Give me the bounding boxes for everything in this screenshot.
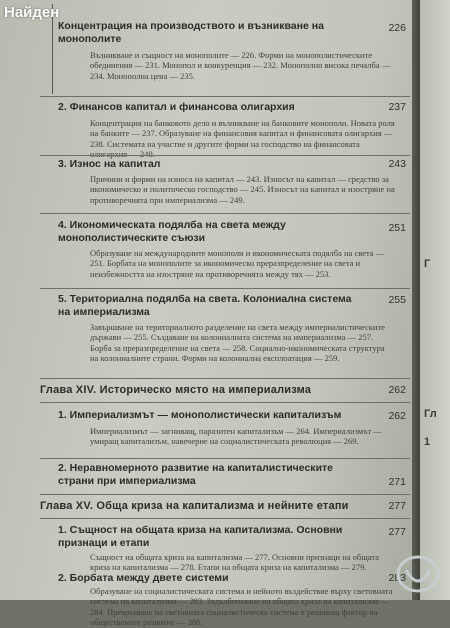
chapter-15-title: Глава XV. Обща криза на капитализма и нейните етапи [40,500,349,512]
toc-page-15-2: 283 [388,572,406,584]
toc-heading-15-2: 2. Борбата между двете системи [58,572,229,584]
toc-page-5: 255 [388,294,406,306]
toc-heading-4: 4. Икономическата подялба на света между монополистическите съюзи [58,219,286,244]
toc-sub-4: Образуване на международните монополи и икономическата подялба на света — 251. Борбата на монополите за икономическо преразпределение на света и неизбежността на изостряне на противоречията между тях — 253. [90,248,385,279]
toc-sub-14-1: Империализмът — загниващ, паразитен капитализъм — 264. Империализмът — умиращ капитализъм, навечерие на социалистическата революция — 269. [90,426,382,447]
toc-sub-1: Възникване и същност на монополите — 226. Форми на монополистическите обединения — 231. Монопол и конкуренция — 232. Монополно висока печалба — 234. Монополна цена — 235. [90,50,391,81]
divider [40,458,410,459]
toc-heading-2: 2. Финансов капитал и финансова олигархия [58,101,295,113]
chapter-14-page: 262 [388,384,406,396]
toc-heading-3: 3. Износ на капитал [58,158,161,170]
toc-page-2: 237 [388,101,406,113]
toc-sub-15-1: Същност на общата криза на капитализма — 277. Основни признаци на общата криза на капитализма — 278. Етапи на общата криза на капитализма — 279. [90,552,379,573]
book-spine [412,0,420,600]
divider [40,378,410,379]
toc-page-15-1: 277 [388,526,406,538]
divider [40,494,410,495]
adjacent-page [420,0,450,600]
toc-heading-1: Концентрация на производството и възникване на монополите [58,20,324,45]
toc-heading-14-1: 1. Империализмът — монополистически капитализъм [58,409,342,421]
toc-page-1: 226 [388,22,406,34]
toc-sub-15-2: Образуване на социалистическата система и нейното въздействие върху световната система на капитализма — 283. Задълбочаване на общата криза на капитализма — 284. Превръщане на световната социалистическа система в решаващ фактор на общественото развитие — 286. [90,586,393,628]
divider [40,155,410,156]
site-logo-icon [392,548,444,596]
toc-heading-5: 5. Териториална подялба на света. Колониална система на империализма [58,293,352,318]
divider [40,213,410,214]
toc-sub-2: Концентрация на банковото дело и възникване на банковите монополи. Новата роля на банките — 237. Образуване на финансовия капитал и финансовата олигархия — 238. Системата на участие и другите форми на господство на финансовата олигархия — 240. [90,118,395,160]
chapter-14-title: Глава XIV. Историческо място на империализма [40,384,312,396]
divider [40,288,410,289]
site-watermark: Найден [4,4,60,21]
divider [40,402,410,403]
chapter-15-page: 277 [388,500,406,512]
toc-page-4: 251 [388,222,406,234]
toc-sub-5: Завършване на териториалното разделение на света между империалистическите държави — 255. Създаване на колониалната система на империализма — 257. Борба за преразпределение на света — 258. Социално-икономическата структура на колониалните страни. Форми на колониална експлоатация — 259. [90,322,385,364]
adjacent-fragment: 1 [424,436,431,448]
toc-page-3: 243 [388,158,406,170]
toc-heading-14-2: 2. Неравномерното развитие на капиталистическите страни при империализма [58,462,333,487]
toc-page-14-1: 262 [388,410,406,422]
adjacent-fragment: Гл [424,408,437,420]
divider [40,96,410,97]
divider [40,518,410,519]
toc-heading-15-1: 1. Същност на общата криза на капитализма. Основни признаци и етапи [58,524,343,549]
toc-page-14-2: 271 [388,476,406,488]
toc-sub-3: Причини и форми на износа на капитал — 243. Износът на капитал — средство за икономическо и политическо господство — 245. Износът на капитал и изостряне на противоречията при империализма — 249. [90,174,395,205]
adjacent-fragment: Г [424,258,431,270]
